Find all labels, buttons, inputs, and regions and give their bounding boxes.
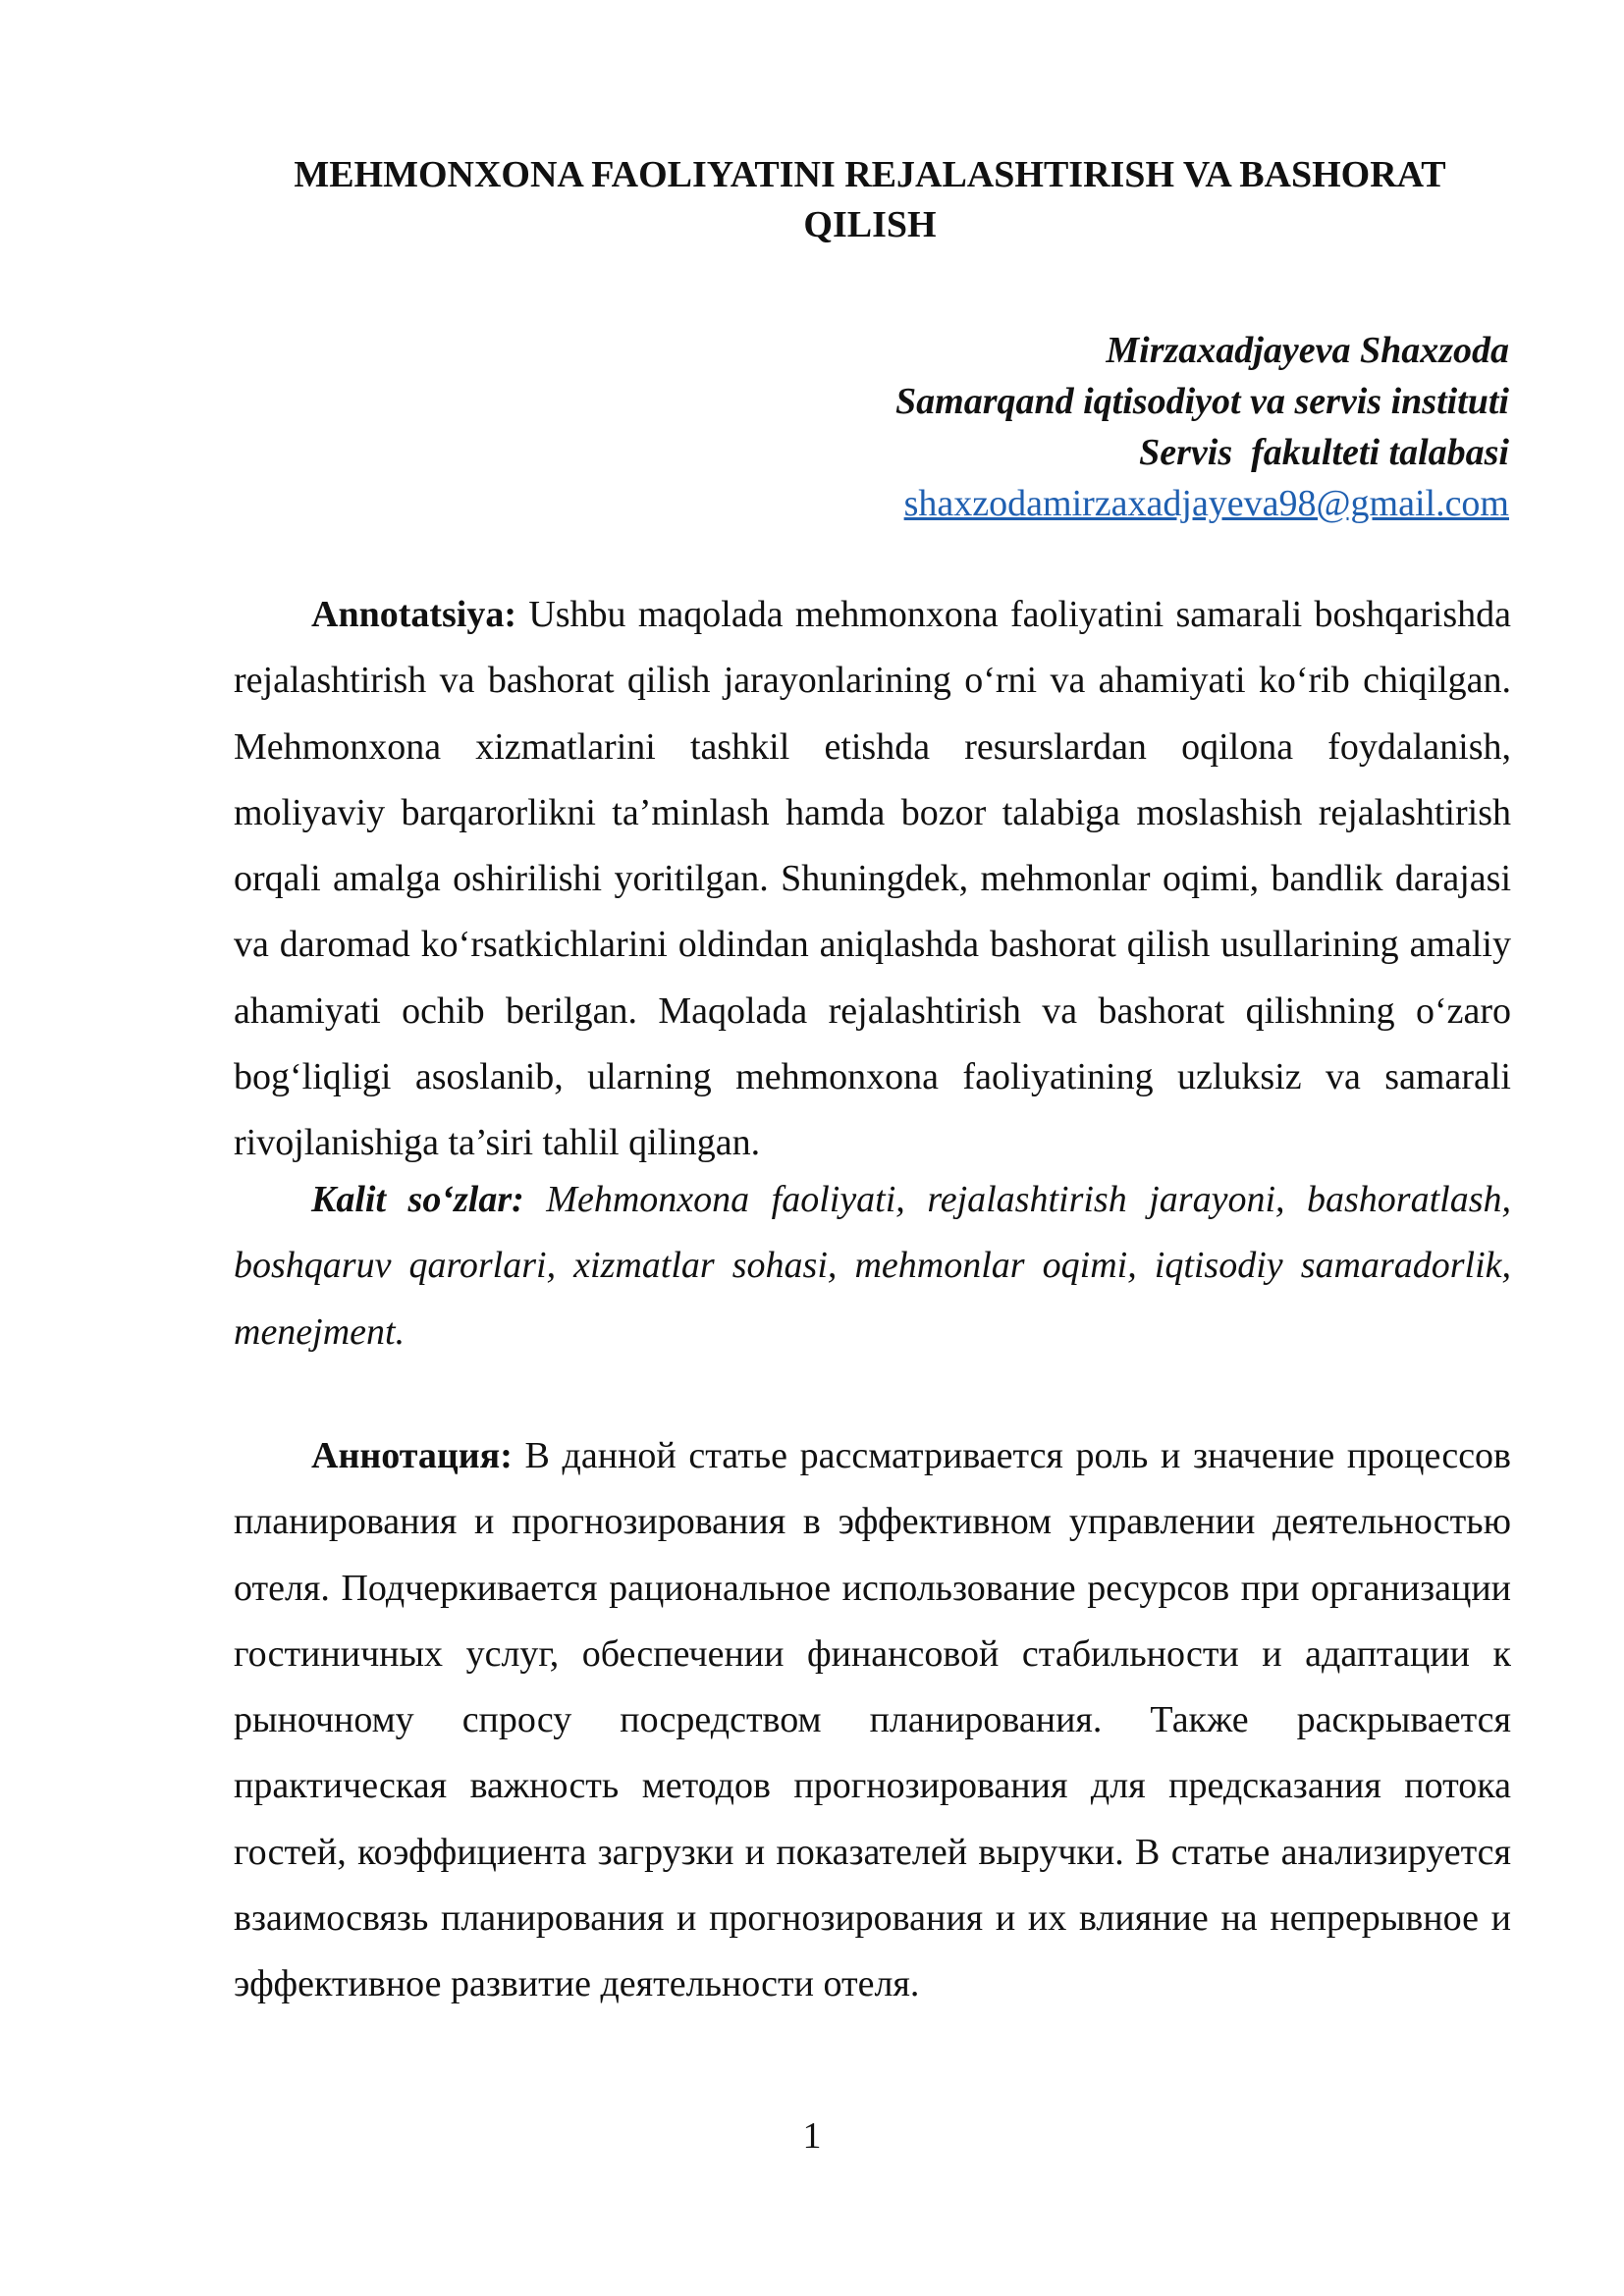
author-position: Servis fakulteti talabasi [1139, 432, 1509, 473]
annotation-uz [234, 582, 1511, 1177]
author-name: Mirzaxadjayeva Shaxzoda [1106, 330, 1509, 371]
author-block [895, 325, 1509, 529]
author-email-link[interactable]: shaxzodamirzaxadjayeva98@gmail.com [903, 483, 1509, 524]
keywords-uz [234, 1167, 1511, 1365]
article-title: MEHMONXONA FAOLIYATINI REJALASHTIRISH VA BASHORAT QILISH [294, 154, 1446, 245]
annotation-ru [234, 1423, 1511, 2018]
annotation-ru-text: В данной статье рассматривается роль и значение процессов планирования и прогнозирования в эффективном управлении деятельностью отеля. Подчеркивается рациональное использование ресурсов при организации гостиничных услуг, обеспечении финансовой стабильности и адаптации к рыночному спросу посредством планирования. Также раскрывается практическая важность методов прогнозирования для предсказания потока гостей, коэффициента загрузки и показателей выручки. В статье анализируется взаимосвязь планирования и прогнозирования и их влияние на непрерывное и эффективное развитие деятельности отеля. [234, 1435, 1511, 2005]
annotation-uz-text: Ushbu maqolada mehmonxona faoliyatini samarali boshqarishda rejalashtirish va bashorat qilish jarayonlarining o‘rni va ahamiyati ko‘rib chiqilgan. Mehmonxona xizmatlarini tashkil etishda resurslardan oqilona foydalanish, moliyaviy barqarorlikni ta’minlash hamda bozor talabiga moslashish rejalashtirish orqali amalga oshirilishi yoritilgan. Shuningdek, mehmonlar oqimi, bandlik darajasi va daromad ko‘rsatkichlarini oldindan aniqlashda bashorat qilish usullarining amaliy ahamiyati ochib berilgan. Maqolada rejalashtirish va bashorat qilishning o‘zaro bog‘liqligi asoslanib, ularning mehmonxona faoliyatining uzluksiz va samarali rivojlanishiga ta’siri tahlil qilingan. [234, 594, 1511, 1164]
annotation-ru-label: Аннотация: [311, 1435, 513, 1476]
keywords-uz-text: Mehmonxona faoliyati, rejalashtirish jarayoni, bashoratlash, boshqaruv qarorlari, xizmatlar sohasi, mehmonlar oqimi, iqtisodiy samaradorlik, menejment. [234, 1179, 1512, 1353]
author-institution: Samarqand iqtisodiyot va servis instituti [895, 381, 1509, 422]
annotation-uz-label: Annotatsiya: [311, 594, 517, 635]
page-number: 1 [802, 2115, 822, 2157]
keywords-uz-label: Kalit so‘zlar: [311, 1179, 524, 1220]
